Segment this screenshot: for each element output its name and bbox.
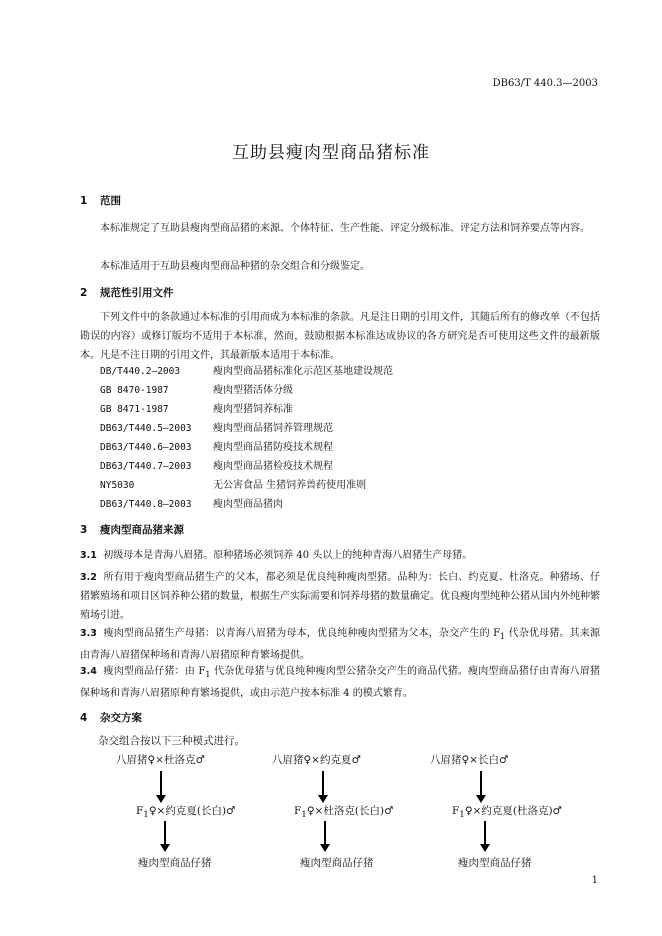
down-arrow-icon: [324, 821, 326, 845]
reference-code: NY5030: [100, 480, 135, 491]
subscript: 1: [301, 810, 307, 821]
section-number: 3: [80, 524, 88, 536]
subscript: 1: [205, 669, 211, 679]
clause-text: 所有用于瘦肉型商品猪生产的父本，都必须是优良纯种瘦肉型猪。品种为：长白、约克夏、杜洛克。种猪场、仔猪繁殖场和项目区饲养种公猪的数量，根据生产实际需要和饲养母猪的数量确定。优良瘦肉型纯种公猪从国内外纯种繁殖场引进。: [80, 572, 601, 621]
scheme-3-result: 瘦肉型商品仔猪: [458, 857, 532, 869]
section-3-heading: [80, 522, 184, 537]
reference-code: DB63/T440.7—2003: [100, 461, 192, 472]
clause-number: 3.4: [80, 666, 97, 677]
clause-3-2: [80, 568, 600, 625]
scheme-1-f1-cross: [136, 803, 235, 820]
f1-cross-text: ♀×杜洛克(长白)♂: [306, 805, 394, 817]
section-1-paragraph-2: 本标准适用于互助县瘦肉型商品种猪的杂交组合和分级鉴定。: [100, 261, 370, 272]
f1-label: F: [136, 805, 144, 817]
reference-row: [100, 362, 393, 381]
section-title: 瘦肉型商品猪来源: [100, 524, 184, 536]
section-number: 1: [80, 195, 88, 207]
reference-title: 瘦肉型猪饲养标准: [213, 404, 293, 415]
f1-cross-text: ♀×约克夏(杜洛克)♂: [464, 805, 562, 817]
section-1-heading: [80, 193, 121, 208]
section-number: 4: [80, 712, 88, 724]
clause-text: 瘦肉型商品猪生产母猪：以青海八眉猪为母本，优良纯种瘦肉型猪为父本，杂交产生的 F: [103, 628, 501, 639]
reference-title: 瘦肉型商品猪标准化示范区基地建设规范: [213, 366, 393, 377]
scheme-1-result: 瘦肉型商品仔猪: [138, 857, 212, 869]
reference-code: GB 8470-1987: [100, 385, 169, 396]
reference-row: [100, 495, 283, 514]
clause-number: 3.2: [80, 572, 97, 583]
section-title: 杂交方案: [100, 712, 142, 724]
document-code: DB63/T 440.3—2003: [492, 78, 598, 89]
reference-row: [100, 438, 333, 457]
clause-3-4: [80, 662, 600, 703]
section-title: 规范性引用文件: [100, 287, 174, 299]
reference-title: 瘦肉型商品猪肉: [213, 499, 283, 510]
section-2-heading: [80, 285, 174, 300]
reference-title: 瘦肉型猪活体分级: [213, 385, 293, 396]
reference-code: DB63/T440.8—2003: [100, 499, 192, 510]
scheme-2-result: 瘦肉型商品仔猪: [300, 857, 374, 869]
scheme-3-parents: 八眉猪♀×长白♂: [430, 754, 509, 766]
down-arrow-icon: [484, 821, 486, 845]
reference-title: 瘦肉型商品猪检疫技术规程: [213, 461, 333, 472]
reference-code: DB63/T440.6—2003: [100, 442, 192, 453]
section-number: 2: [80, 287, 88, 299]
clause-text: 代杂优母猪。其来源由青海八眉猪保种场和青海八眉猪原种育繁场提供。: [80, 628, 600, 661]
section-2-intro: 下列文件中的条款通过本标准的引用而成为本标准的条款。凡是注日期的引用文件，其随后所有的修改单（不包括勘误的内容）或修订版均不适用于本标准，然而，鼓励根据本标准达成协议的各方研究是否可使用这些文件的最新版本。凡是不注日期的引用文件，其最新版本适用于本标准。: [80, 312, 600, 361]
down-arrow-icon: [480, 771, 482, 796]
clause-text: 初级母本是青海八眉猪。原种猪场必须饲养 40 头以上的纯种青海八眉猪生产母猪。: [103, 550, 473, 561]
subscript: 1: [143, 810, 149, 821]
down-arrow-icon: [160, 771, 162, 796]
reference-title: 瘦肉型商品猪饲养管理规范: [213, 423, 333, 434]
reference-row: [100, 419, 333, 438]
page-number: 1: [591, 875, 598, 886]
f1-label: F: [452, 805, 460, 817]
reference-code: DB/T440.2—2003: [100, 366, 181, 377]
page-title: 互助县瘦肉型商品猪标准: [232, 143, 430, 163]
down-arrow-icon: [164, 821, 166, 845]
f1-cross-text: ♀×约克夏(长白)♂: [148, 805, 236, 817]
section-4-intro: 杂交组合按以下三种模式进行。: [98, 735, 245, 747]
clause-number: 3.1: [80, 550, 97, 561]
reference-code: GB 8471-1987: [100, 404, 169, 415]
clause-text: 瘦肉型商品仔猪：由 F: [103, 666, 206, 677]
scheme-2-parents: 八眉猪♀×约克夏♂: [272, 754, 361, 766]
f1-label: F: [294, 805, 302, 817]
scheme-3-f1-cross: [452, 803, 562, 820]
reference-row: [100, 476, 366, 495]
section-4-heading: [80, 710, 142, 725]
reference-row: [100, 457, 333, 476]
clause-3-3: [80, 624, 600, 665]
subscript: 1: [459, 810, 465, 821]
clause-number: 3.3: [80, 628, 97, 639]
clause-3-1: [80, 546, 600, 565]
section-1-paragraph-1: 本标准规定了互助县瘦肉型商品猪的来源、个体特征、生产性能、评定分级标准、评定方法和饲养要点等内容。: [100, 223, 590, 234]
reference-title: 无公害食品 生猪饲养兽药使用准则: [213, 480, 367, 491]
scheme-2-f1-cross: [294, 803, 393, 820]
reference-title: 瘦肉型商品猪防疫技术规程: [213, 442, 333, 453]
scheme-1-parents: 八眉猪♀×杜洛克♂: [116, 754, 205, 766]
clause-text: 代杂优母猪与优良纯种瘦肉型公猪杂交产生的商品代猪。瘦肉型商品猪仔由青海八眉猪保种场和青海八眉猪原种育繁场提供，或由示范户按本标准 4 的模式繁育。: [80, 666, 600, 699]
reference-row: [100, 381, 293, 400]
reference-code: DB63/T440.5—2003: [100, 423, 192, 434]
down-arrow-icon: [322, 771, 324, 796]
reference-row: [100, 400, 293, 419]
subscript: 1: [500, 631, 506, 641]
section-title: 范围: [100, 195, 121, 207]
